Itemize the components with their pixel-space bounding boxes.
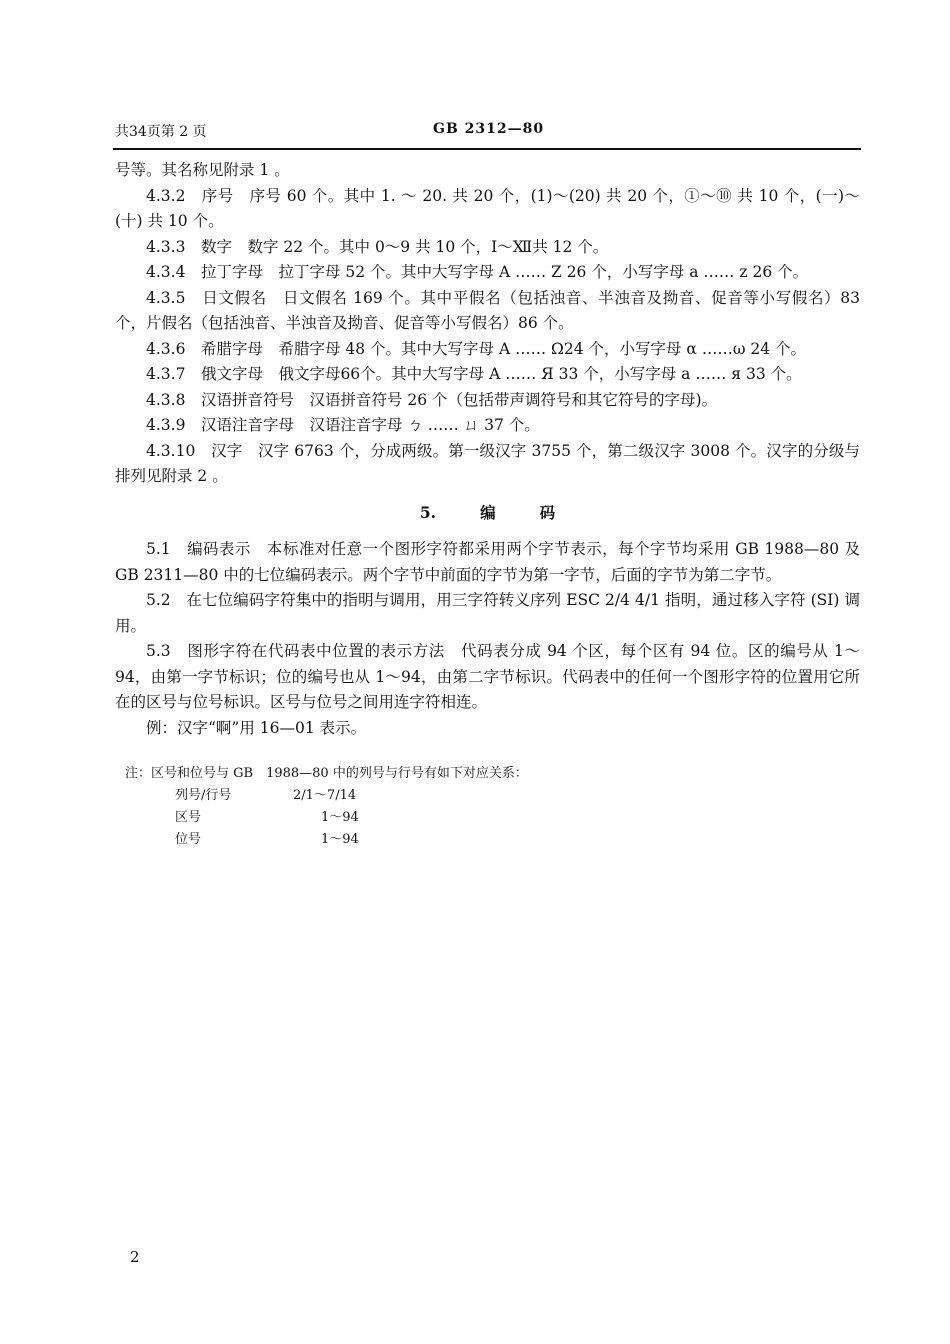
paragraph-5-1: 5.1 编码表示 本标准对任意一个图形字符都采用两个字节表示，每个字节均采用 GB 1988—80 及 GB 2311—80 中的七位编码表示。两个字节中前面的字节为第一字节，后面的字节为第二字节。 bbox=[115, 540, 860, 584]
note-intro-row bbox=[125, 763, 625, 785]
section-number: 5. bbox=[419, 502, 437, 522]
note-row-value: 1～94 bbox=[321, 832, 359, 847]
paragraph-4-3-3: 4.3.3 数字 数字 22 个。其中 0～9 共 10 个，Ⅰ～Ⅻ共 12 个。 bbox=[146, 237, 609, 256]
note-row-value: 1～94 bbox=[321, 810, 359, 825]
note-row-label: 列号/行号 bbox=[175, 788, 232, 803]
paragraph-continuation: 号等。其名称见附录 1 。 bbox=[115, 161, 290, 179]
page-info: 共34页第 2 页 bbox=[115, 124, 207, 140]
standard-code: GB 2312—80 bbox=[433, 121, 545, 137]
note-intro: 注：区号和位号与 GB 1988—80 中的列号与行号有如下对应关系： bbox=[125, 766, 528, 781]
paragraph-4-3-7: 4.3.7 俄文字母 俄文字母66个。其中大写字母 A …… Я 33 个，小写字母 a …… я 33 个。 bbox=[146, 365, 802, 383]
section-title-part-1: 编 bbox=[480, 502, 496, 522]
page-number: 2 bbox=[130, 1248, 140, 1266]
note-row bbox=[125, 807, 625, 829]
note-block bbox=[125, 763, 625, 851]
paragraph-4-3-10: 4.3.10 汉字 汉字 6763 个，分成两级。第一级汉字 3755 个，第二级汉字 3008 个。汉字的分级与排列见附录 2 。 bbox=[115, 441, 860, 485]
document-body bbox=[115, 158, 860, 741]
paragraph-5-2: 5.2 在七位编码字符集中的指明与调用，用三字符转义序列 ESC 2/4 4/1 指明，通过移入字符 (SI) 调用。 bbox=[115, 591, 860, 635]
paragraph-4-3-5: 4.3.5 日文假名 日文假名 169 个。其中平假名（包括浊音、半浊音及拗音、促音等小写假名）83 个，片假名（包括浊音、半浊音及拗音、促音等小写假名）86 个。 bbox=[115, 288, 860, 332]
note-row-value: 2/1～7/14 bbox=[293, 788, 357, 803]
note-row-label: 区号 bbox=[175, 810, 202, 825]
section-heading bbox=[115, 500, 860, 526]
paragraph-4-3-8: 4.3.8 汉语拼音符号 汉语拼音符号 26 个（包括带声调符号和其它符号的字母)。 bbox=[146, 390, 718, 409]
header-rule bbox=[113, 148, 861, 150]
note-row bbox=[125, 785, 625, 807]
example-paragraph: 例：汉字“啊”用 16—01 表示。 bbox=[146, 718, 367, 737]
paragraph-4-3-2: 4.3.2 序号 序号 60 个。其中 1. ～ 20. 共 20 个，(1)～(20) 共 20 个，①～⑩ 共 10 个，(一)～(十) 共 10 个。 bbox=[115, 186, 860, 230]
page-header bbox=[115, 121, 860, 143]
note-row bbox=[125, 829, 625, 851]
paragraph-4-3-6: 4.3.6 希腊字母 希腊字母 48 个。其中大写字母 A …… Ω24 个，小写字母 α ……ω 24 个。 bbox=[146, 339, 807, 358]
section-title-part-2: 码 bbox=[539, 502, 556, 522]
paragraph-4-3-4: 4.3.4 拉丁字母 拉丁字母 52 个。其中大写字母 A …… Z 26 个，小写字母 a …… z 26 个。 bbox=[146, 263, 809, 281]
paragraph-4-3-9: 4.3.9 汉语注音字母 汉语注音字母 ㄅ …… ㄩ 37 个。 bbox=[146, 416, 540, 434]
paragraph-5-3: 5.3 图形字符在代码表中位置的表示方法 代码表分成 94 个区，每个区有 94 位。区的编号从 1～94，由第一字节标识；位的编号也从 1～94，由第二字节标识。代码表中的任何一个图形字符的位置用它所在的区号与位号标识。区号与位号之间用连字符相连。 bbox=[115, 642, 860, 711]
note-row-label: 位号 bbox=[175, 832, 202, 847]
